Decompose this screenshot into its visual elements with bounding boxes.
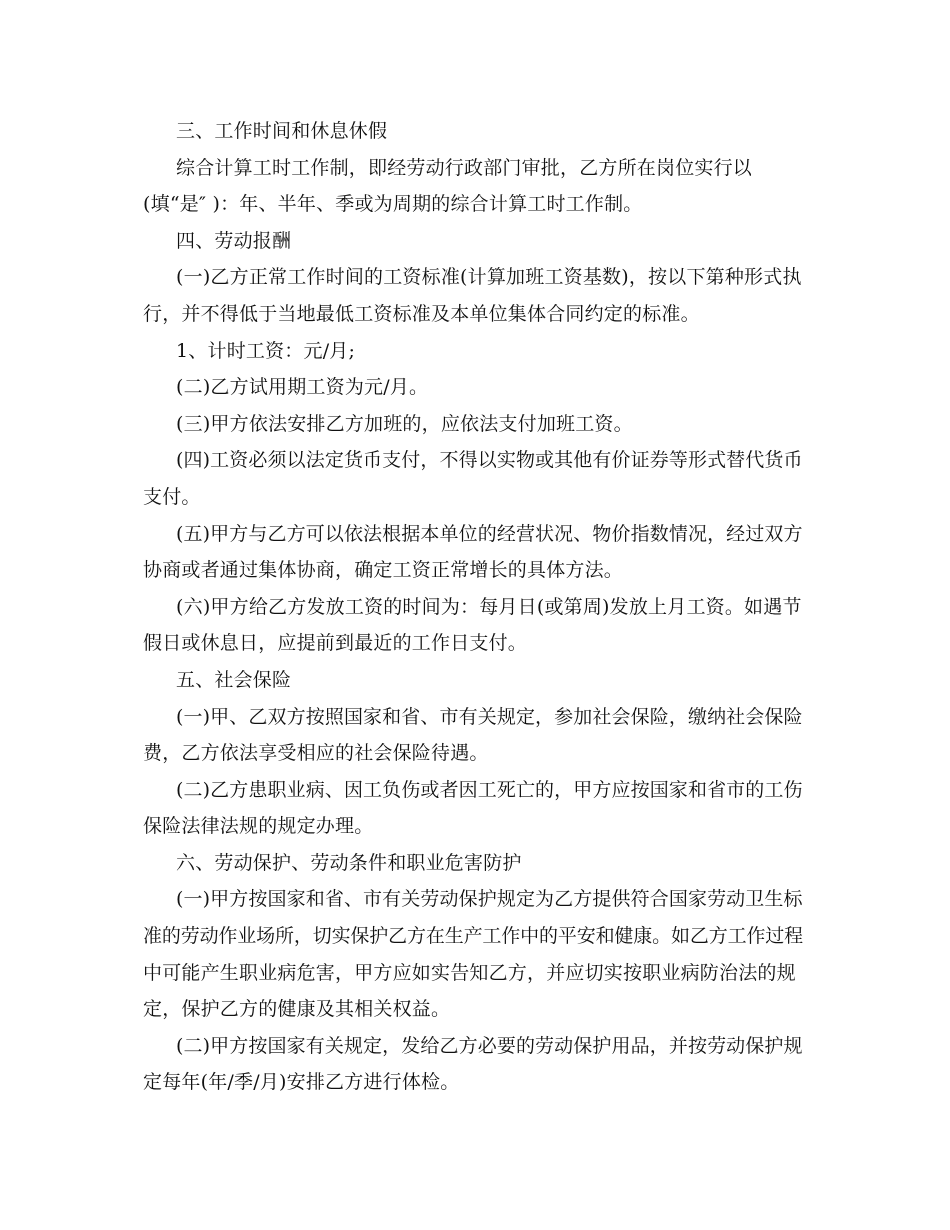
text-line: 协商或者通过集体协商，确定工资正常增长的具体方法。 [143,559,624,582]
text-line: 四、劳动报酬 [176,229,292,252]
text-line: 费，乙方依法享受相应的社会保险待遇。 [143,742,489,765]
text-line: 假日或休息日，应提前到最近的工作日支付。 [143,632,528,655]
text-line: (一)乙方正常工作时间的工资标准(计算加班工资基数)，按以下第种形式执 [176,266,802,289]
document-body [143,113,803,1101]
text-line: (三)甲方依法安排乙方加班的，应依法支付加班工资。 [176,412,633,435]
text-line: 行，并不得低于当地最低工资标准及本单位集体合同约定的标准。 [143,302,700,325]
text-line: 中可能产生职业病危害，甲方应如实告知乙方，并应切实按职业病防治法的规 [143,961,796,984]
text-line: 五、社会保险 [176,668,292,691]
text-line: (五)甲方与乙方可以依法根据本单位的经营状况、物价指数情况，经过双方 [176,522,803,545]
text-line: 综合计算工时工作制，即经劳动行政部门审批，乙方所在岗位实行以 [176,156,753,179]
text-line: 六、劳动保护、劳动条件和职业危害防护 [176,851,522,874]
text-line: 保险法律法规的规定办理。 [143,815,374,838]
text-line: 定每年(年/季/月)安排乙方进行体检。 [143,1071,460,1094]
text-line: (一)甲方按国家和省、市有关劳动保护规定为乙方提供符合国家劳动卫生标 [176,888,803,911]
text-line: (二)乙方患职业病、因工负伤或者因工死亡的，甲方应按国家和省市的工伤 [176,778,803,801]
text-line: 支付。 [143,485,201,508]
text-line: (六)甲方给乙方发放工资的时间为：每月日(或第周)发放上月工资。如遇节 [176,595,802,618]
text-line: (二)甲方按国家有关规定，发给乙方必要的劳动保护用品，并按劳动保护规 [176,1034,803,1057]
text-line: 定，保护乙方的健康及其相关权益。 [143,998,451,1021]
text-line: (二)乙方试用期工资为元/月。 [176,376,429,399]
text-line: 准的劳动作业场所，切实保护乙方在生产工作中的平安和健康。如乙方工作过程 [143,925,804,948]
text-line: (四)工资必须以法定货币支付，不得以实物或其他有价证券等形式替代货币 [176,449,803,472]
text-line: 三、工作时间和休息休假 [176,120,388,142]
text-line: (一)甲、乙双方按照国家和省、市有关规定，参加社会保险，缴纳社会保险 [176,705,803,728]
text-line: (填“是″ )：年、半年、季或为周期的综合计算工时工作制。 [143,193,643,216]
text-line: 1、计时工资：元/月; [176,339,356,362]
